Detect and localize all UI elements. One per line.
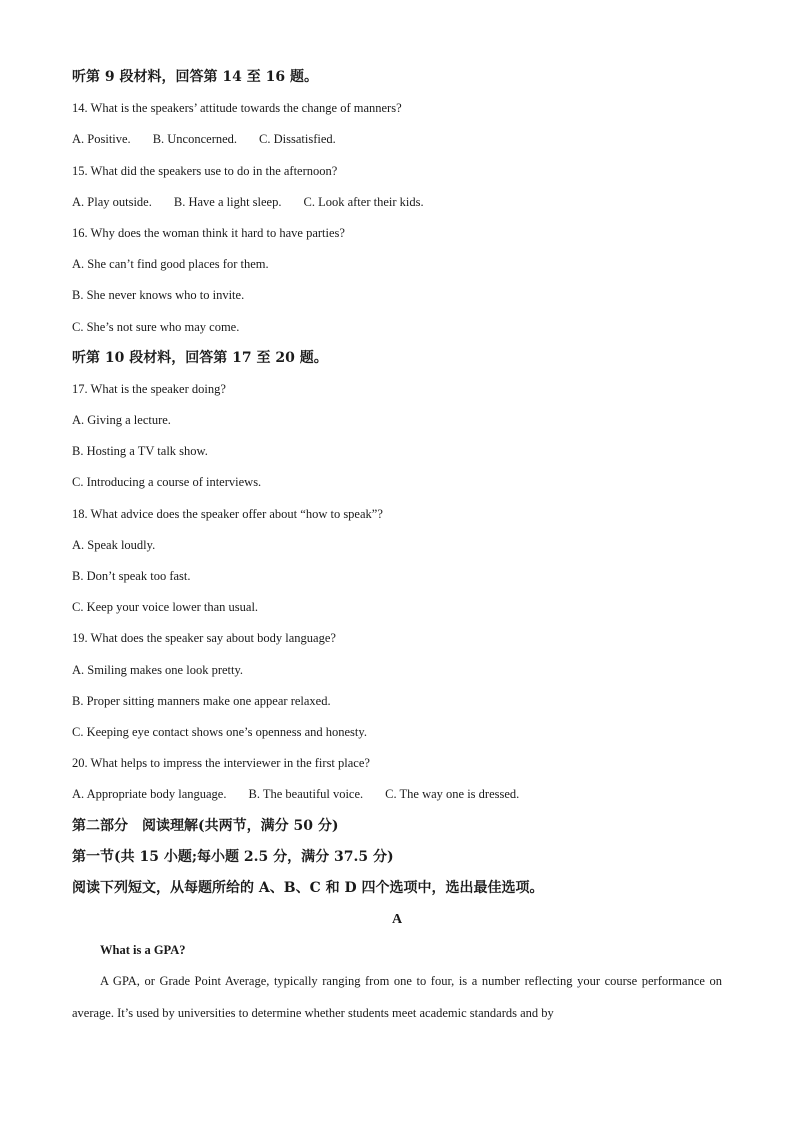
option-b: B. She never knows who to invite. xyxy=(72,288,245,303)
option-c: C. Introducing a course of interviews. xyxy=(72,475,262,490)
option-c: C. Dissatisfied. xyxy=(259,132,336,147)
option-c: C. Keep your voice lower than usual. xyxy=(72,600,259,615)
option-b: B. The beautiful voice. xyxy=(248,787,364,802)
option-a: A. Appropriate body language. xyxy=(72,787,227,802)
passage-letter: A xyxy=(391,912,403,928)
question-20-options xyxy=(72,779,722,810)
option-a: A. Smiling makes one look pretty. xyxy=(72,662,244,677)
option-c: C. She’s not sure who may come. xyxy=(72,319,240,334)
question-14: 14. What is the speakers’ attitude towards the change of manners? xyxy=(72,101,402,116)
question-16: 16. Why does the woman think it hard to have parties? xyxy=(72,225,345,240)
option-b: B. Proper sitting manners make one appear relaxed. xyxy=(72,693,331,708)
section-9-header: 听第 9 段材料，回答第 14 至 16 题。 xyxy=(72,69,318,85)
option-a: A. Giving a lecture. xyxy=(72,413,171,428)
part-2-header: 第二部分 阅读理解(共两节，满分 50 分) xyxy=(72,817,339,834)
option-c: C. The way one is dressed. xyxy=(385,787,520,802)
option-a: A. Speak loudly. xyxy=(72,537,156,552)
option-b: B. Hosting a TV talk show. xyxy=(72,444,208,459)
option-c: C. Look after their kids. xyxy=(303,194,424,209)
question-20: 20. What helps to impress the interviewer in the first place? xyxy=(72,756,370,771)
part-2-section-1-header: 第一节(共 15 小题;每小题 2.5 分，满分 37.5 分) xyxy=(72,848,394,865)
option-a: A. She can’t find good places for them. xyxy=(72,257,269,272)
option-c: C. Keeping eye contact shows one’s openness and honesty. xyxy=(72,724,367,739)
question-15: 15. What did the speakers use to do in the afternoon? xyxy=(72,163,338,178)
passage-body: A GPA, or Grade Point Average, typically ranging from one to four, is a number reflecting your course performance on average. It’s used by universities to determine whether students meet academic standards and by xyxy=(72,974,722,1020)
option-b: B. Don’t speak too fast. xyxy=(72,569,191,583)
passage-title: What is a GPA? xyxy=(100,943,186,958)
section-10-header: 听第 10 段材料，回答第 17 至 20 题。 xyxy=(72,349,328,366)
option-b: B. Have a light sleep. xyxy=(173,194,282,209)
part-2-instructions: 阅读下列短文，从每题所给的 A、B、C 和 D 四个选项中，选出最佳选项。 xyxy=(72,879,544,896)
option-b: B. Unconcerned. xyxy=(152,132,238,147)
option-a: A. Play outside. xyxy=(72,194,152,209)
question-17: 17. What is the speaker doing? xyxy=(72,381,226,396)
question-19: 19. What does the speaker say about body language? xyxy=(72,631,336,646)
question-14-options xyxy=(72,124,722,155)
option-a: A. Positive. xyxy=(72,132,131,147)
question-18: 18. What advice does the speaker offer about “how to speak”? xyxy=(72,506,383,521)
question-15-options xyxy=(72,187,722,218)
document-page xyxy=(72,62,722,1029)
